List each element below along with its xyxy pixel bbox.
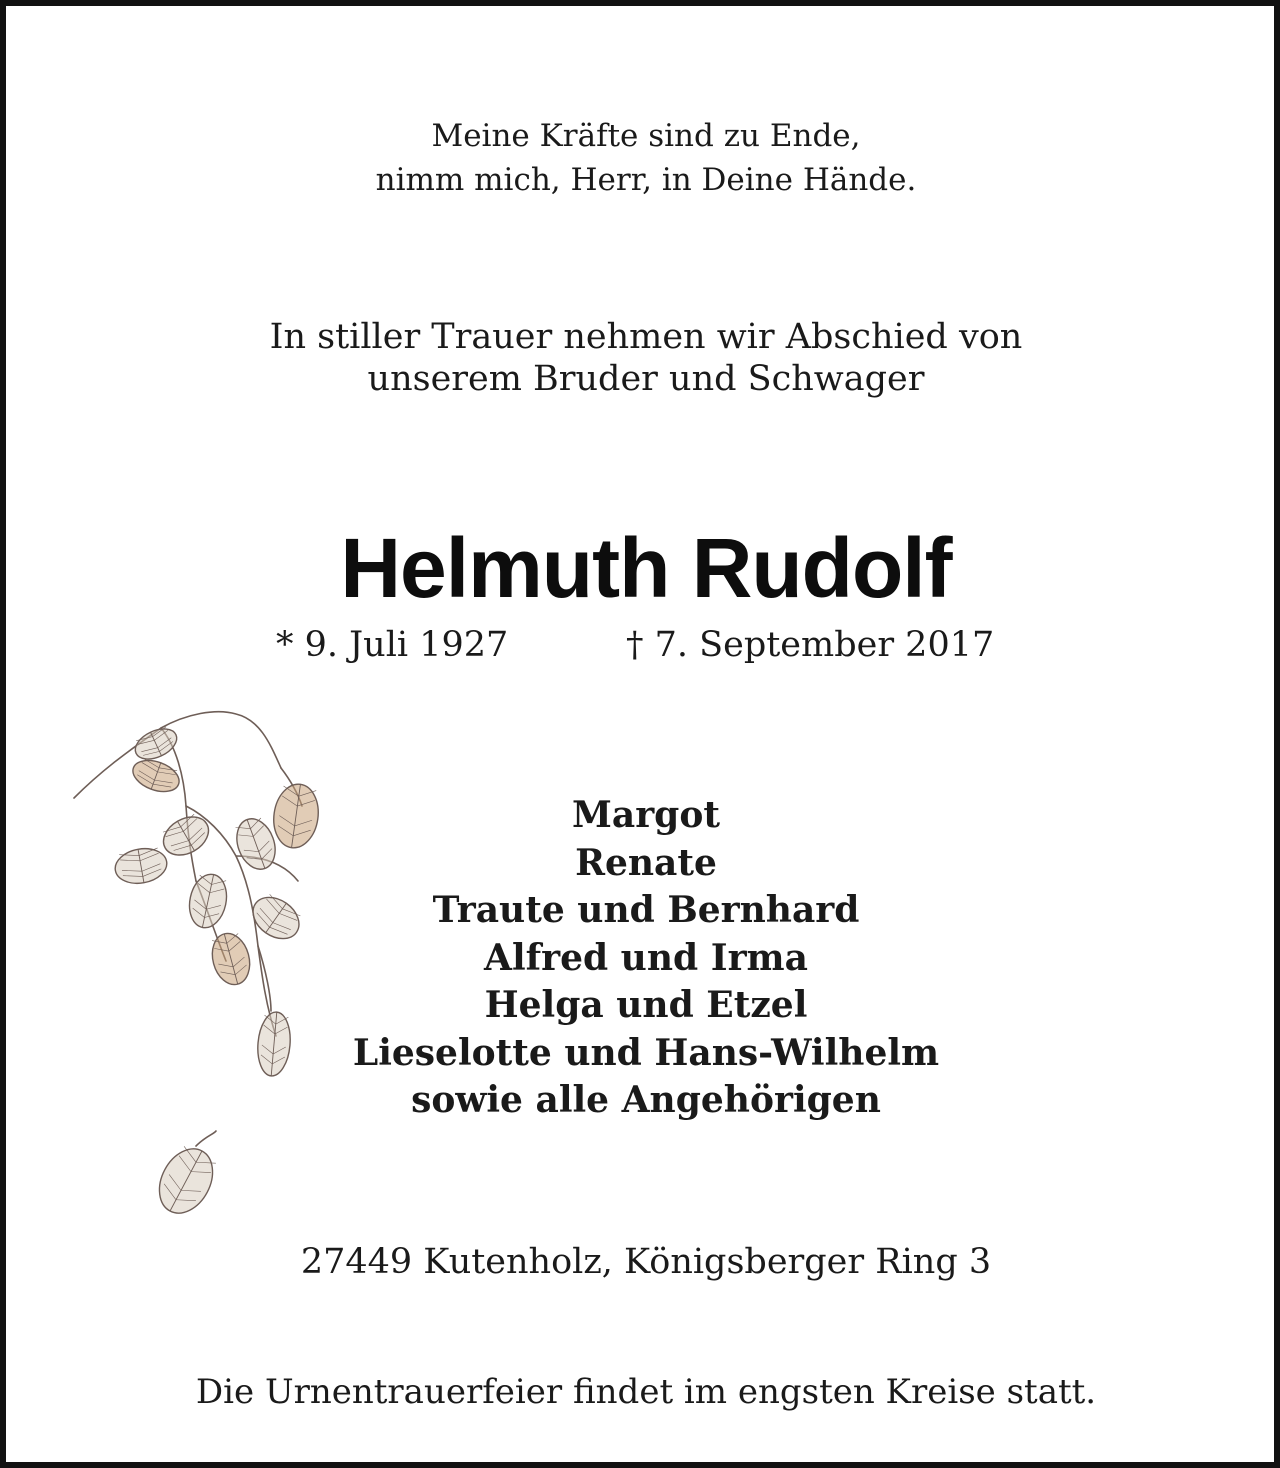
address: 27449 Kutenholz, Königsberger Ring 3 — [300, 1242, 992, 1282]
closing-note: Die Urnentrauerfeier findet im engsten Kreise statt. — [195, 1372, 1097, 1412]
mourner-line: Helga und Etzel — [484, 984, 808, 1026]
intro-line-2: unserem Bruder und Schwager — [367, 359, 925, 399]
leaf-shape — [129, 755, 184, 798]
mourner-line: sowie alle Angehörigen — [411, 1079, 881, 1121]
deceased-name: Helmuth Rudolf — [340, 521, 952, 615]
mourner-line: Traute und Bernhard — [432, 889, 860, 931]
mourner-line: Renate — [575, 841, 717, 884]
mourner-line: Alfred und Irma — [484, 936, 808, 979]
intro-line-1: In stiller Trauer nehmen wir Abschied von — [269, 317, 1023, 357]
birth-date: * 9. Juli 1927 — [276, 625, 509, 665]
death-date: † 7. September 2017 — [626, 625, 995, 665]
verse-line-2: nimm mich, Herr, in Deine Hände. — [375, 162, 917, 198]
verse-line-1: Meine Kräfte sind zu Ende, — [431, 118, 861, 154]
intro-text — [6, 316, 1280, 400]
mourner-line: Lieselotte und Hans-Wilhelm — [352, 1031, 940, 1074]
leaf-shape — [131, 723, 182, 765]
verse — [6, 114, 1280, 202]
mourners-list — [6, 792, 1280, 1125]
leaf-shape — [149, 1140, 223, 1223]
mourner-line: Margot — [572, 794, 720, 836]
